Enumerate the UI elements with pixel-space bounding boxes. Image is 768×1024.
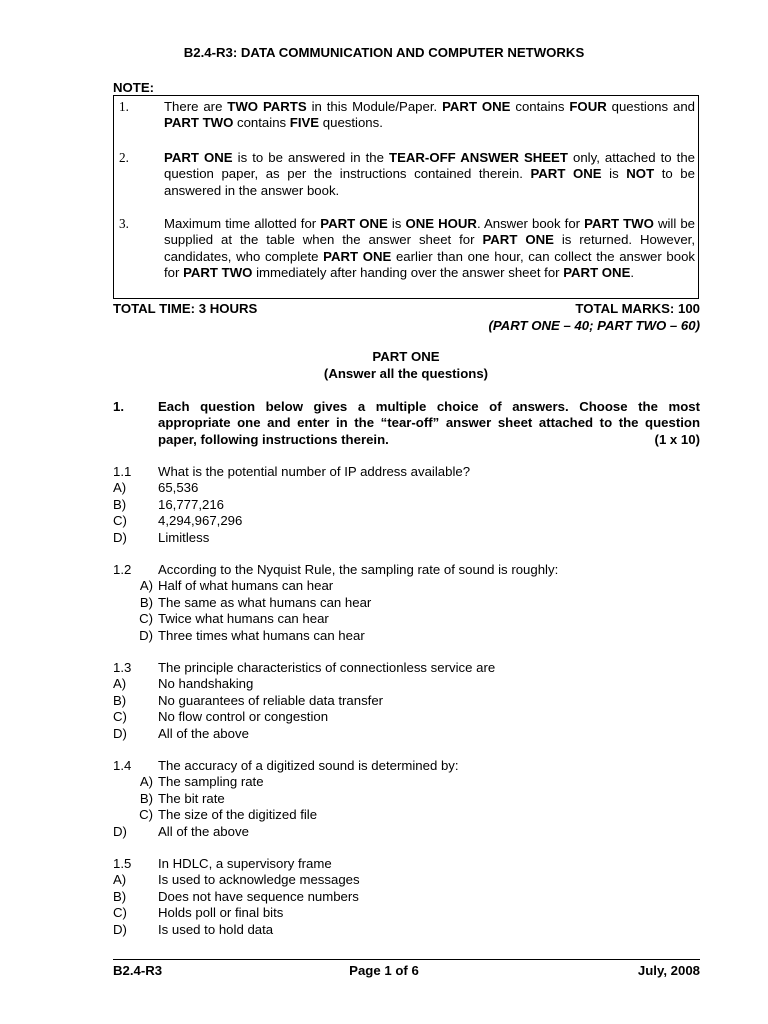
- question-text: What is the potential number of IP address available?: [158, 464, 471, 479]
- option-label: D): [113, 529, 127, 545]
- option-label: C): [113, 513, 127, 529]
- option-text: Three times what humans can hear: [158, 627, 365, 643]
- note-segment: Maximum time allotted for: [164, 216, 321, 231]
- total-time: TOTAL TIME: 3 HOURS: [113, 301, 258, 316]
- footer-code: B2.4-R3: [113, 963, 163, 978]
- option-label: D): [113, 921, 127, 937]
- footer-date: July, 2008: [637, 963, 700, 978]
- note-segment: PART ONE: [323, 248, 392, 264]
- option-text: Is used to acknowledge messages: [158, 872, 360, 888]
- note-segment: PART TWO: [164, 115, 234, 131]
- part-one-heading: PART ONE: [372, 349, 440, 364]
- note-segment: PART ONE: [320, 216, 388, 231]
- question-number: 1.1: [113, 464, 132, 479]
- note-segment: PART ONE: [482, 232, 554, 248]
- question-text: According to the Nyquist Rule, the sampling rate of sound is roughly:: [158, 562, 559, 577]
- option-label: D): [113, 823, 127, 839]
- option-label: A): [113, 676, 127, 692]
- note-segment: PART ONE: [563, 265, 631, 281]
- question-text: The accuracy of a digitized sound is determined by:: [158, 758, 459, 773]
- note-segment: NOT: [626, 166, 655, 182]
- question-number: 1.4: [113, 758, 132, 773]
- note-text: [164, 150, 695, 199]
- option-label: D): [139, 627, 153, 643]
- question-number: 1.5: [113, 856, 132, 871]
- option-text: Twice what humans can hear: [158, 611, 329, 627]
- note-segment: FOUR: [569, 99, 607, 114]
- option-label: B): [139, 790, 153, 806]
- option-text: No guarantees of reliable data transfer: [158, 692, 384, 708]
- note-segment: PART TWO: [584, 216, 654, 231]
- note-segment: FIVE: [289, 115, 320, 131]
- option-text: No handshaking: [158, 676, 254, 692]
- option-text: The same as what humans can hear: [158, 594, 372, 610]
- option-label: B): [113, 888, 127, 904]
- option-text: Limitless: [158, 529, 210, 545]
- option-text: No flow control or congestion: [158, 709, 329, 725]
- note-number: 1.: [119, 99, 129, 114]
- option-text: The size of the digitized file: [158, 807, 318, 823]
- note-segment: ONE HOUR: [405, 216, 477, 231]
- question-text: In HDLC, a supervisory frame: [158, 856, 332, 871]
- question-number: 1.3: [113, 660, 132, 675]
- option-label: B): [113, 496, 127, 512]
- option-label: D): [113, 725, 127, 741]
- option-text: All of the above: [158, 823, 249, 839]
- option-label: B): [113, 692, 127, 708]
- option-label: B): [139, 594, 153, 610]
- note-segment: TWO PARTS: [227, 99, 307, 114]
- option-label: C): [113, 709, 127, 725]
- note-segment: contains: [510, 99, 570, 114]
- note-segment: is: [601, 166, 627, 182]
- marks-split: (PART ONE – 40; PART TWO – 60): [488, 318, 700, 333]
- note-text: [164, 99, 695, 132]
- note-segment: There are: [164, 99, 228, 114]
- option-label: C): [139, 611, 153, 627]
- note-segment: is to be answered in the: [232, 150, 390, 165]
- note-segment: earlier than one hour, can collect the answer book for: [164, 248, 695, 281]
- note-segment: immediately after handing over the answer sheet for: [252, 265, 564, 281]
- note-segment: PART TWO: [183, 265, 253, 281]
- note-segment: PART ONE: [164, 150, 233, 165]
- note-segment: .: [630, 265, 635, 281]
- note-segment: TEAR-OFF ANSWER SHEET: [389, 150, 568, 165]
- note-segment: questions.: [319, 115, 383, 131]
- note-segment: contains: [233, 115, 290, 131]
- note-text: [164, 216, 695, 282]
- option-text: All of the above: [158, 725, 249, 741]
- option-text: Half of what humans can hear: [158, 578, 334, 594]
- option-text: 16,777,216: [158, 496, 225, 512]
- footer-divider: [113, 959, 700, 960]
- note-label: NOTE:: [113, 80, 155, 95]
- question-number: 1.2: [113, 562, 132, 577]
- question-marks: (1 x 10): [654, 432, 700, 447]
- option-label: C): [139, 807, 153, 823]
- option-label: A): [113, 872, 127, 888]
- note-segment: is returned. However, candidates, who complete: [164, 232, 695, 264]
- paper-title: B2.4-R3: DATA COMMUNICATION AND COMPUTER NETWORKS: [183, 45, 585, 60]
- option-text: The sampling rate: [158, 774, 264, 790]
- total-marks: TOTAL MARKS: 100: [575, 301, 700, 316]
- option-label: A): [113, 480, 127, 496]
- note-segment: to be answered in the answer book.: [164, 166, 695, 198]
- option-label: A): [139, 774, 153, 790]
- question-text: The principle characteristics of connectionless service are: [158, 660, 496, 675]
- option-text: 65,536: [158, 480, 199, 496]
- option-text: Holds poll or final bits: [158, 905, 284, 921]
- note-segment: only, attached to the question paper, as per the instructions contained therein.: [164, 150, 695, 182]
- footer-page-number: Page 1 of 6: [349, 963, 419, 978]
- note-segment: PART ONE: [530, 166, 602, 182]
- option-text: Is used to hold data: [158, 921, 274, 937]
- part-one-subheading: (Answer all the questions): [323, 366, 489, 381]
- note-number: 2.: [119, 150, 129, 165]
- option-text: The bit rate: [158, 790, 225, 806]
- option-label: C): [113, 905, 127, 921]
- note-segment: is: [387, 216, 406, 231]
- note-segment: PART ONE: [442, 99, 511, 114]
- option-text: Does not have sequence numbers: [158, 888, 359, 904]
- note-segment: in this Module/Paper.: [306, 99, 443, 114]
- note-segment: will be supplied at the table when the answer sheet for: [164, 216, 695, 248]
- option-text: 4,294,967,296: [158, 513, 243, 529]
- question-instructions: [158, 399, 700, 448]
- question-instructions-text: Each question below gives a multiple choice of answers. Choose the most appropriate one and enter in the “tear-off” answer sheet attached to the question paper, following instructions therein.: [158, 399, 700, 447]
- question-number: 1.: [113, 399, 124, 414]
- option-label: A): [139, 578, 153, 594]
- note-segment: . Answer book for: [476, 216, 585, 231]
- note-number: 3.: [119, 216, 129, 231]
- note-segment: questions and: [606, 99, 695, 114]
